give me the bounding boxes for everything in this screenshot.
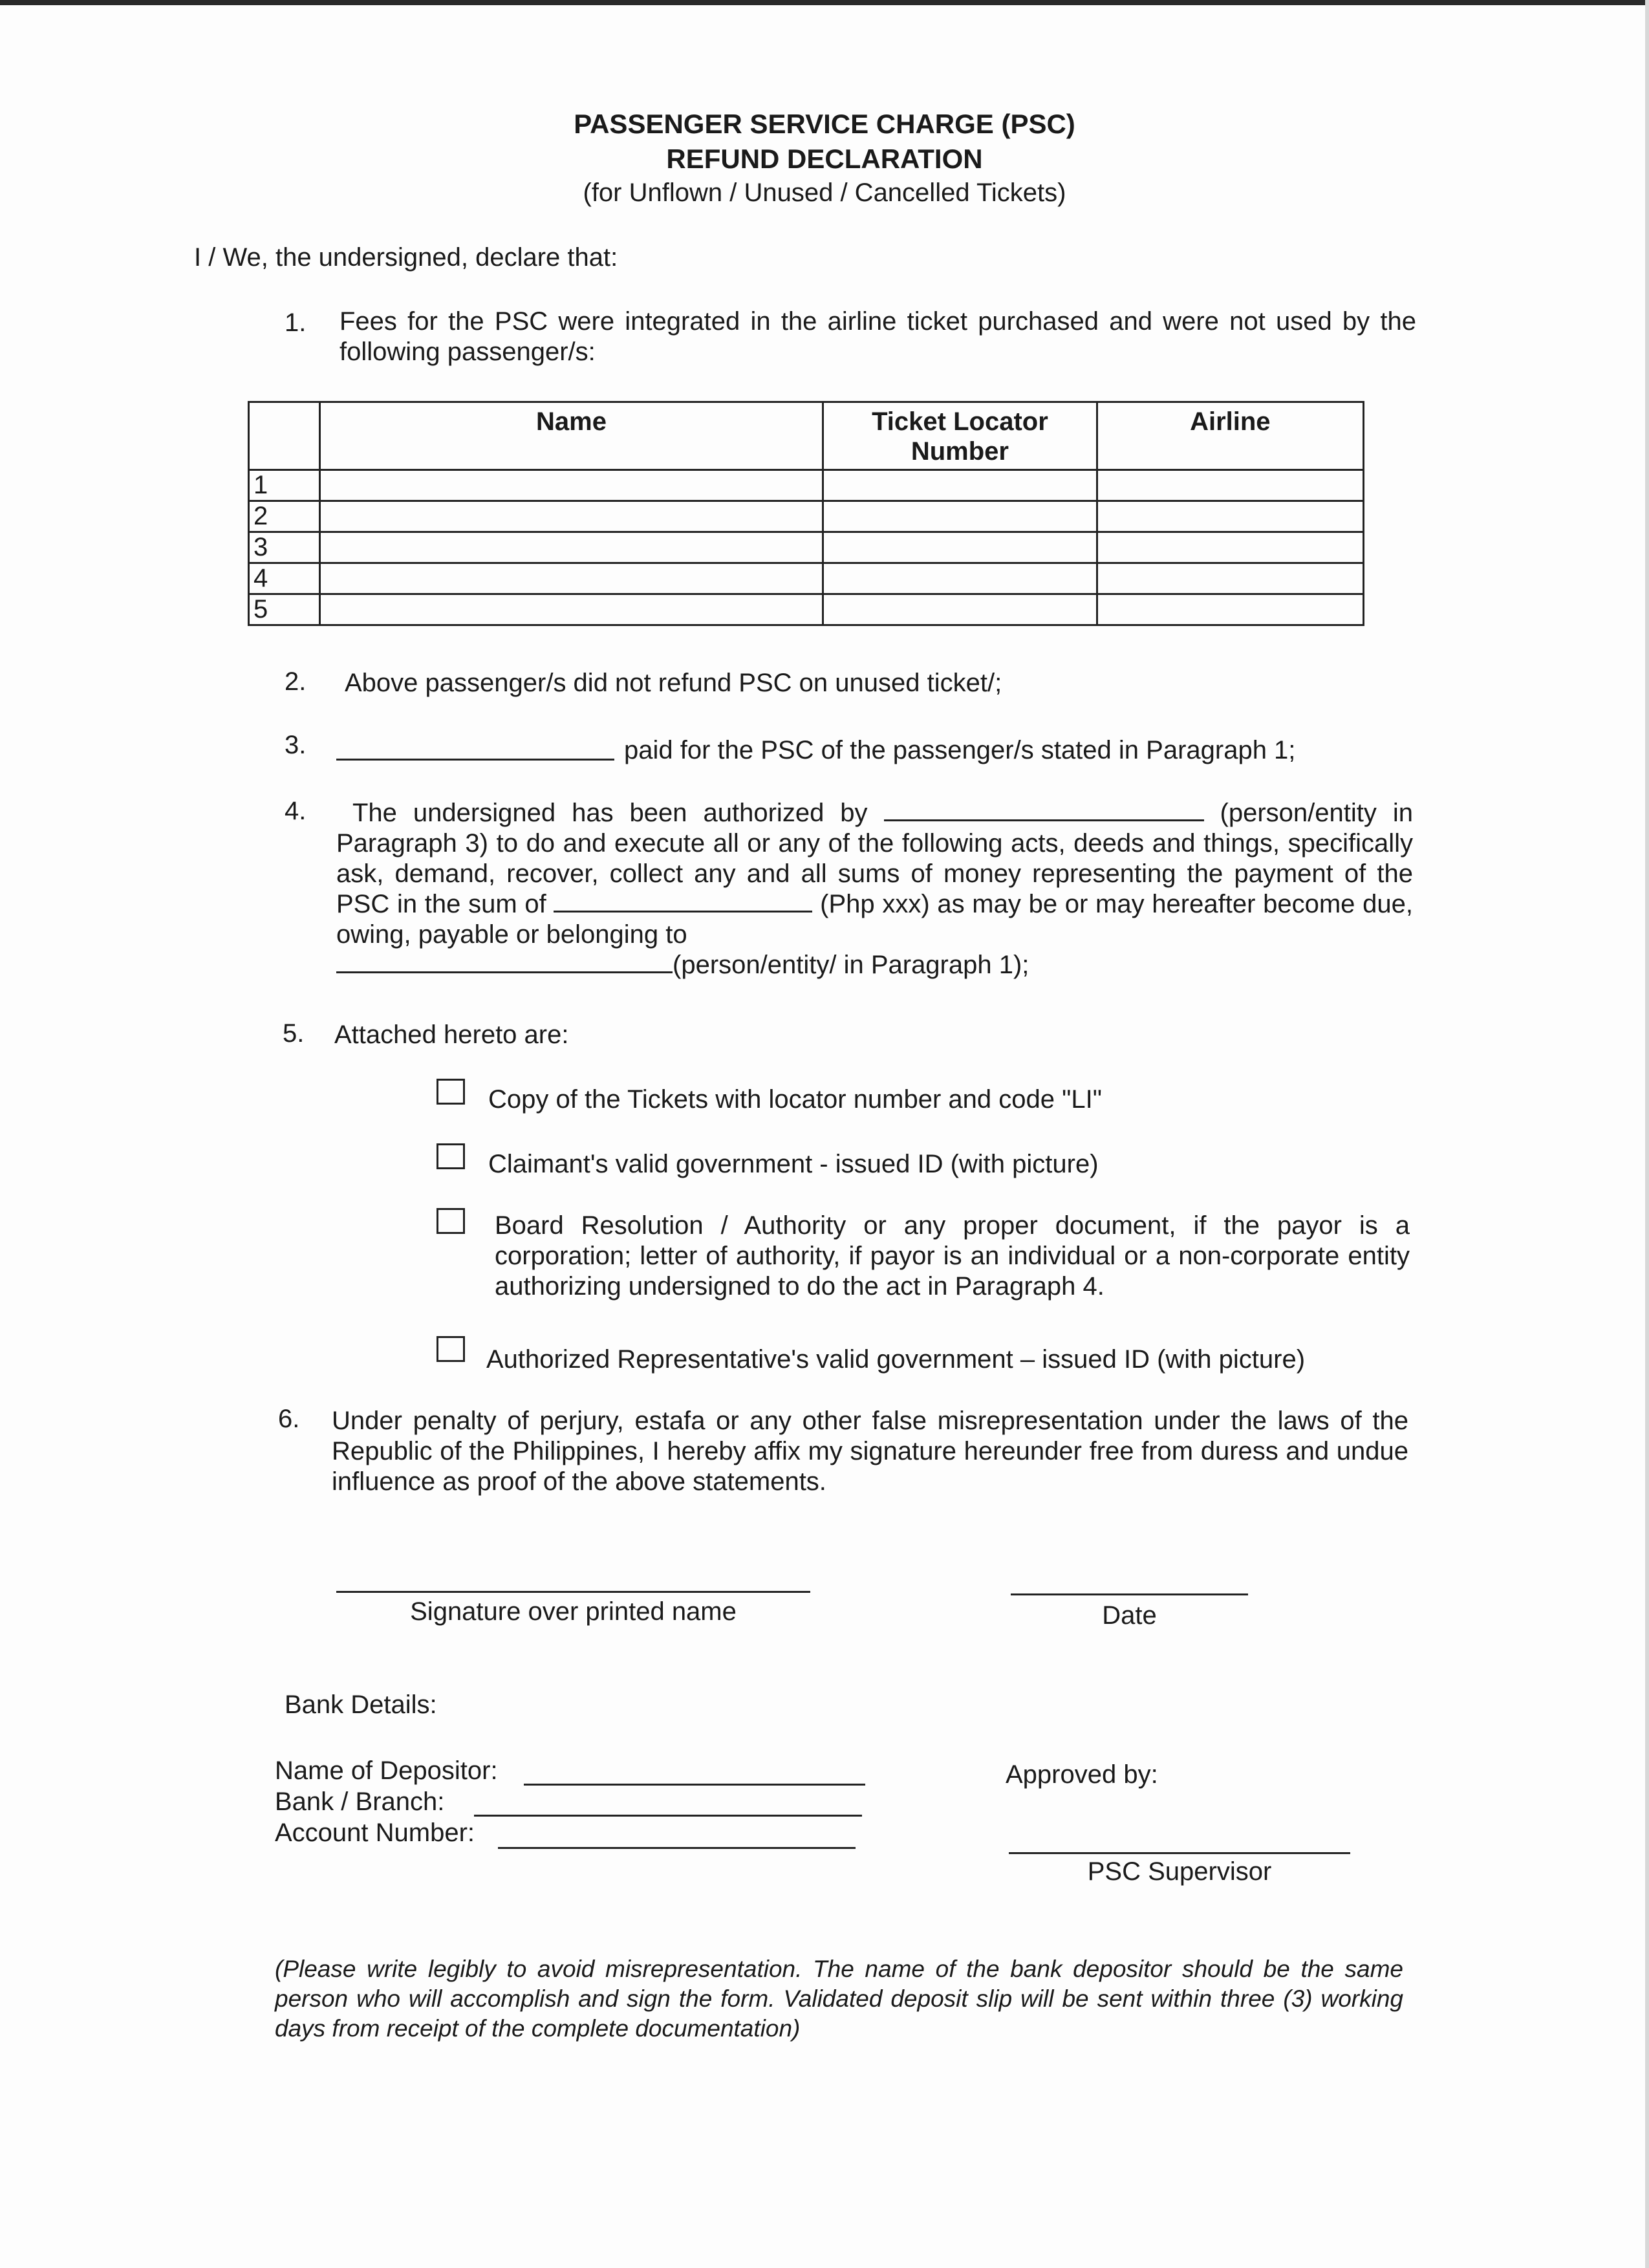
attachment-label: Copy of the Tickets with locator number and code "LI" xyxy=(488,1085,1102,1114)
scan-edge xyxy=(1645,0,1649,2268)
airline-cell[interactable] xyxy=(1097,470,1363,501)
table-header-index xyxy=(249,402,320,470)
name-cell[interactable] xyxy=(319,594,823,625)
item-number: 2. xyxy=(285,667,307,696)
ticket-locator-cell[interactable] xyxy=(823,470,1097,501)
signature-label: Signature over printed name xyxy=(410,1597,737,1626)
item-4-part-c: (Php xxx) as may be or may hereafter become due, owing, payable or belonging to xyxy=(336,890,1413,949)
table-row xyxy=(249,563,1364,594)
row-number: 1 xyxy=(249,470,320,501)
table-header-airline: Airline xyxy=(1097,402,1363,470)
item-number: 6. xyxy=(278,1405,300,1433)
name-cell[interactable] xyxy=(319,532,823,563)
date-label: Date xyxy=(1102,1601,1157,1630)
attachment-checkbox[interactable] xyxy=(436,1143,465,1169)
row-number: 2 xyxy=(249,501,320,532)
table-header-name: Name xyxy=(319,402,823,470)
payor-blank[interactable] xyxy=(336,759,614,761)
ticket-locator-cell[interactable] xyxy=(823,594,1097,625)
row-number: 4 xyxy=(249,563,320,594)
supervisor-label: PSC Supervisor xyxy=(1087,1857,1272,1886)
airline-cell[interactable] xyxy=(1097,594,1363,625)
amount-blank[interactable] xyxy=(554,891,812,913)
form-title: PASSENGER SERVICE CHARGE (PSC) xyxy=(574,109,1075,139)
item-2-text: Above passenger/s did not refund PSC on unused ticket/; xyxy=(345,669,1002,697)
intro-text: I / We, the undersigned, declare that: xyxy=(194,243,618,272)
attachment-label: Board Resolution / Authority or any proper document, if the payor is a corporation; letter of authority, if payor is an individual or a non-corporate entity authorizing undersigned to do the act in Paragraph 4. xyxy=(495,1211,1410,1301)
signature-line[interactable] xyxy=(336,1591,810,1593)
table-row xyxy=(249,594,1364,625)
name-cell[interactable] xyxy=(319,563,823,594)
ticket-locator-cell[interactable] xyxy=(823,501,1097,532)
item-4-text xyxy=(336,798,1413,980)
item-number: 3. xyxy=(285,731,307,759)
row-number: 3 xyxy=(249,532,320,563)
table-row xyxy=(249,470,1364,501)
table-header-ticket-locator: Ticket Locator Number xyxy=(823,402,1097,470)
name-cell[interactable] xyxy=(319,470,823,501)
attachment-checkbox[interactable] xyxy=(436,1079,465,1105)
item-6-text: Under penalty of perjury, estafa or any other false misrepresentation under the laws of the Republic of the Philippines, I hereby affix my signature hereunder free from duress and undue influence as proof of the above statements. xyxy=(332,1407,1408,1496)
bank-branch-label: Bank / Branch: xyxy=(275,1787,445,1816)
table-header-row xyxy=(249,402,1364,470)
item-5-text: Attached hereto are: xyxy=(334,1021,569,1049)
passenger-table xyxy=(248,401,1364,626)
name-cell[interactable] xyxy=(319,501,823,532)
row-number: 5 xyxy=(249,594,320,625)
table-row xyxy=(249,532,1364,563)
depositor-field[interactable] xyxy=(524,1784,865,1786)
item-number: 5. xyxy=(283,1019,305,1048)
authorizer-blank[interactable] xyxy=(884,800,1204,821)
item-1-text: Fees for the PSC were integrated in the airline ticket purchased and were not used by the following passenger/s: xyxy=(339,307,1416,366)
scan-edge xyxy=(0,0,1649,5)
item-3-text: paid for the PSC of the passenger/s stated in Paragraph 1; xyxy=(624,736,1296,764)
attachment-label: Claimant's valid government - issued ID (with picture) xyxy=(488,1150,1099,1178)
item-4-part-b: (person/entity in Paragraph 3) to do and execute all or any of the following acts, deeds and things, specifically ask, demand, recover, collect any and all sums of money representing the payment of the PSC in the sum of xyxy=(336,799,1414,918)
account-number-label: Account Number: xyxy=(275,1819,475,1847)
beneficiary-blank[interactable] xyxy=(336,952,673,973)
footnote: (Please write legibly to avoid misrepresentation. The name of the bank depositor should be the same person who will accomplish and sign the form. Validated deposit slip will be sent within three (3) working days from receipt of the complete documentation) xyxy=(275,1956,1403,2042)
item-number: 1. xyxy=(285,308,307,337)
airline-cell[interactable] xyxy=(1097,532,1363,563)
ticket-locator-cell[interactable] xyxy=(823,532,1097,563)
item-4-part-a: The undersigned has been authorized by xyxy=(352,799,868,827)
airline-cell[interactable] xyxy=(1097,501,1363,532)
form-subtitle: (for Unflown / Unused / Cancelled Tickets) xyxy=(583,178,1066,207)
bank-details-heading: Bank Details: xyxy=(285,1690,437,1719)
airline-cell[interactable] xyxy=(1097,563,1363,594)
bank-branch-field[interactable] xyxy=(474,1815,862,1817)
attachment-checkbox[interactable] xyxy=(436,1208,465,1234)
depositor-label: Name of Depositor: xyxy=(275,1756,498,1785)
supervisor-signature-line[interactable] xyxy=(1009,1852,1350,1854)
item-number: 4. xyxy=(285,797,307,825)
approved-by-label: Approved by: xyxy=(1006,1760,1158,1789)
table-row xyxy=(249,501,1364,532)
attachment-label: Authorized Representative's valid government – issued ID (with picture) xyxy=(486,1345,1306,1374)
item-4-part-d: (person/entity/ in Paragraph 1); xyxy=(673,951,1029,979)
account-number-field[interactable] xyxy=(498,1847,856,1849)
form-title-line-2: REFUND DECLARATION xyxy=(666,144,983,174)
date-line[interactable] xyxy=(1011,1593,1248,1595)
attachment-checkbox[interactable] xyxy=(436,1336,465,1362)
ticket-locator-cell[interactable] xyxy=(823,563,1097,594)
